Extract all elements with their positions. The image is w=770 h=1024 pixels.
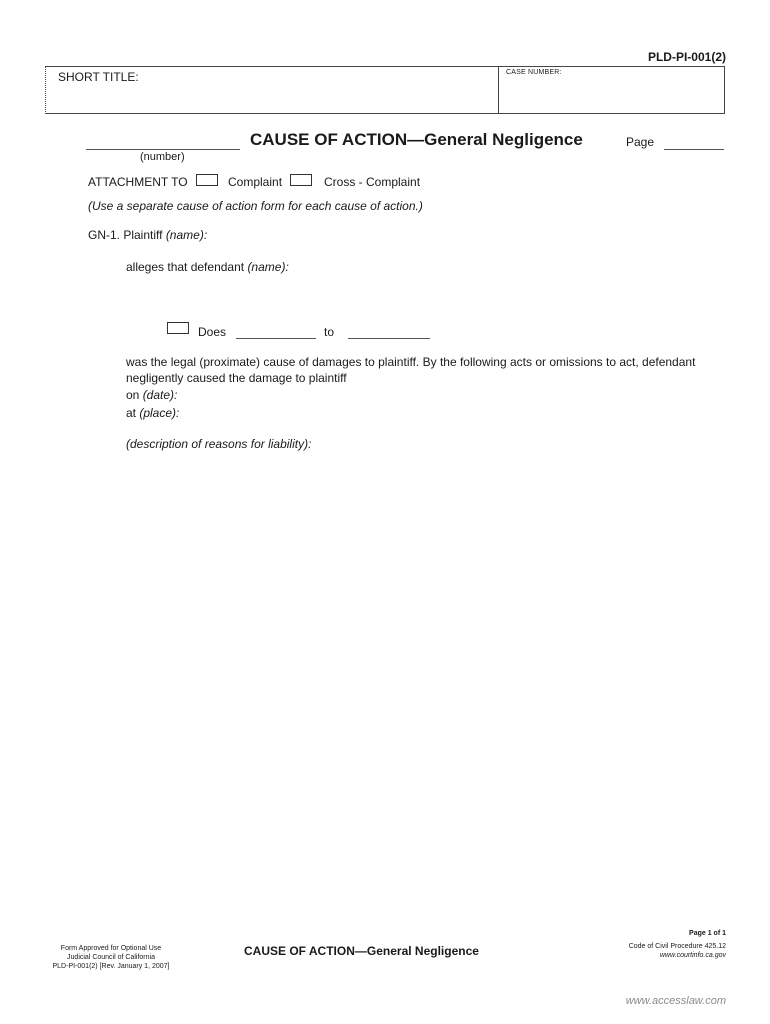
case-number-label: CASE NUMBER: [506,69,562,76]
approval-line1: Form Approved for Optional Use [60,945,162,952]
date-label: (date): [142,388,178,402]
form-id: PLD-PI-001(2) [647,50,726,64]
defendant-name-label: (name): [247,260,289,274]
date-row [126,388,177,402]
approval-line3: PLD-PI-001(2) [Rev. January 1, 2007] [52,963,170,970]
footer-citation [629,942,726,960]
does-to-field[interactable] [348,338,430,339]
complaint-label: Complaint [228,175,283,189]
place-label: (place): [139,406,180,420]
defendant-row [126,260,289,274]
plaintiff-row [88,228,207,242]
liability-paragraph-line1: was the legal (proximate) cause of damages to plaintiff. By the following acts or omissions to act, defendant [126,355,696,369]
attachment-label: ATTACHMENT TO [88,175,188,189]
caption-divider [498,66,499,114]
page-number-field[interactable] [664,149,724,150]
code-citation: Code of Civil Procedure 425.12 [628,943,726,950]
short-title-label: SHORT TITLE: [58,70,139,84]
number-field[interactable] [86,149,240,150]
at-prefix: at [126,406,140,420]
watermark: www.accesslaw.com [625,995,726,1007]
plaintiff-prefix: GN-1. Plaintiff [88,228,166,242]
form-approval-note [40,944,182,971]
does-from-field[interactable] [236,338,316,339]
number-label: (number) [140,151,185,163]
liability-paragraph-line2: negligently caused the damage to plaintiff [126,371,347,385]
caption-box [45,66,725,114]
page-title: CAUSE OF ACTION—General Negligence [250,130,583,149]
description-label: (description of reasons for liability): [126,437,312,451]
plaintiff-name-label: (name): [165,228,208,242]
page-label: Page [626,135,655,149]
court-website-link[interactable]: www.courtinfo.ca.gov [659,952,726,959]
complaint-checkbox[interactable] [196,174,218,186]
cross-complaint-checkbox[interactable] [290,174,312,186]
to-label: to [324,325,335,339]
does-label: Does [198,325,227,339]
on-prefix: on [126,388,143,402]
attachment-note: (Use a separate cause of action form for each cause of action.) [88,199,423,213]
defendant-prefix: alleges that defendant [126,260,248,274]
page-of-label: Page 1 of 1 [689,930,726,937]
approval-line2: Judicial Council of California [67,954,155,961]
place-row [126,406,179,420]
footer-title: CAUSE OF ACTION—General Negligence [244,944,479,958]
cross-complaint-label: Cross - Complaint [324,175,421,189]
does-checkbox[interactable] [167,322,189,334]
